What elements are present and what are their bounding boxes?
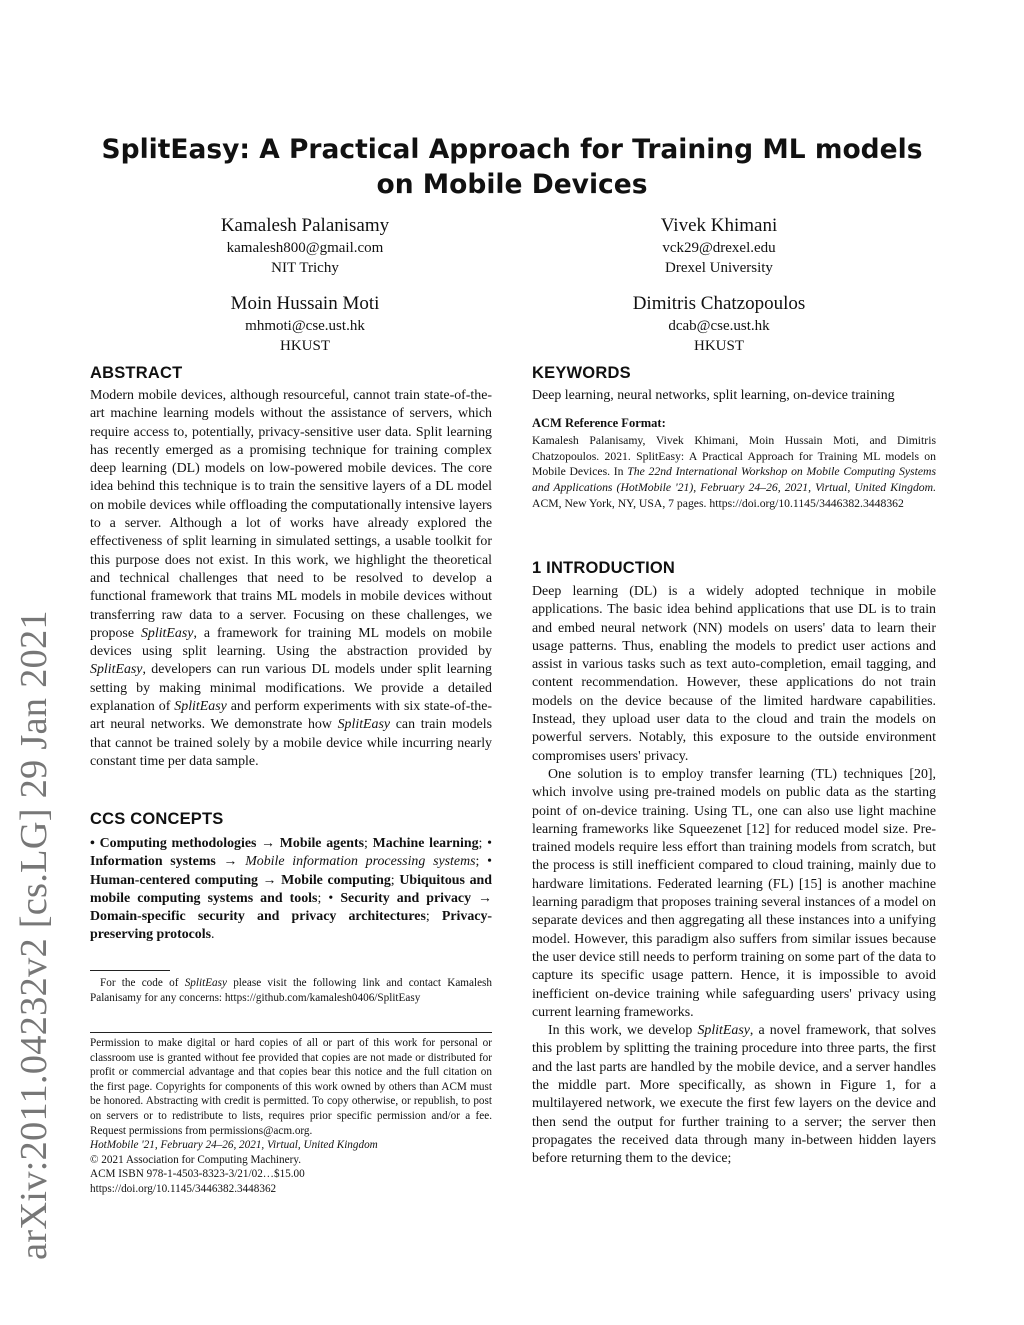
author-email: vck29@drexel.edu bbox=[662, 240, 776, 256]
isbn-line: ACM ISBN 978-1-4503-8323-3/21/02…$15.00 bbox=[90, 1168, 305, 1181]
footnote: For the code of SplitEasy please visit the following link and contact Kamalesh Palanisamy for any concerns: https://github.com/kamalesh0406/SplitEasy bbox=[90, 977, 492, 1004]
acm-reference-heading: ACM Reference Format: bbox=[532, 416, 666, 430]
intro-paragraph: One solution is to employ transfer learning (TL) techniques [20], which involve using pre-trained models on public data as the starting point of on-device training. Using TL, one can also use light machine learning frameworks like Squeezenet [12] for reduced model size. Pre-trained models require less effort than training models from scratch, but the process is still inefficient compared to cloud training, mainly due to hardware limitations. Federated learning (FL) [15] is another machine learning paradigm that proposes training several instances of a model on separate devices and then aggregating all these instances into a unifying model. However, this paradigm also suffers from similar issues because the user device still needs to perform training on some part of the data to capture its specific usage pattern. Hence, it is impossible to avoid inefficient on-device training while safeguarding users' privacy using current learning frameworks. bbox=[532, 766, 936, 1020]
intro-paragraph: In this work, we develop SplitEasy, a novel framework, that solves this problem by splitting the training procedure into three parts, the first and the last parts are handled by the mobile device, and a server handles the middle part. More specifically, as shown in Figure 1, for a multilayered network, we execute the first few layers on the device and then send the output for further training to a server; the server then propagates the received data through many in-between hidden layers before returning them to the device; bbox=[532, 1023, 936, 1167]
author-affiliation: HKUST bbox=[693, 338, 744, 354]
author-affiliation: NIT Trichy bbox=[271, 260, 339, 276]
author-block bbox=[594, 214, 844, 278]
conference-venue: HotMobile '21, February 24–26, 2021, Virtual, United Kingdom bbox=[90, 1139, 378, 1152]
author-block bbox=[594, 292, 844, 356]
author-email: kamalesh800@gmail.com bbox=[226, 240, 384, 256]
ccs-heading: CCS CONCEPTS bbox=[90, 810, 224, 828]
paper-title: SplitEasy: A Practical Approach for Training ML models on Mobile Devices bbox=[101, 134, 923, 200]
author-email: dcab@cse.ust.hk bbox=[668, 318, 770, 334]
acm-reference-text: Kamalesh Palanisamy, Vivek Khimani, Moin Hussain Moti, and Dimitris Chatzopoulos. 2021. SplitEasy: A Practical Approach for Training ML models on Mobile Devices. In The 22nd International Workshop on Mobile Computing Systems and Applications (HotMobile '21), February 24–26, 2021, Virtual, United Kingdom. ACM, New York, NY, USA, 7 pages. https://doi.org/10.1145/3446382.3448362 bbox=[532, 434, 936, 510]
introduction-text bbox=[532, 583, 936, 1169]
author-name: Dimitris Chatzopoulos bbox=[632, 293, 806, 314]
permission-block bbox=[90, 1036, 492, 1197]
author-affiliation: HKUST bbox=[279, 338, 330, 354]
author-name: Kamalesh Palanisamy bbox=[220, 215, 390, 236]
keywords-heading: KEYWORDS bbox=[532, 364, 631, 382]
author-block bbox=[180, 214, 430, 278]
permission-text: Permission to make digital or hard copies of all or part of this work for personal or classroom use is granted without fee provided that copies are not made or distributed for profit or commercial advantage and that copies bear this notice and the full citation on the first page. Copyrights for components of this work owned by others than ACM must be honored. Abstracting with credit is permitted. To copy otherwise, or republish, to post on servers or to redistribute to lists, requires prior specific permission and/or a fee. Request permissions from permissions@acm.org. bbox=[90, 1037, 492, 1137]
doi-link[interactable]: https://doi.org/10.1145/3446382.3448362 bbox=[90, 1182, 277, 1195]
author-name: Moin Hussain Moti bbox=[230, 293, 380, 314]
permission-rule bbox=[90, 1032, 492, 1033]
author-name: Vivek Khimani bbox=[660, 215, 778, 236]
intro-paragraph: Deep learning (DL) is a widely adopted technique in mobile applications. The basic idea behind applications that use DL is to train and embed neural network (NN) models on users' data to learn their usage patterns. Thus, enabling the models to predict user actions and assist in various tasks such as text auto-completion, email tagging, and content recommendation. However, these applications do not train models on the device because of the limited hardware capabilities. Instead, they upload user data to the cloud and train the models on powerful servers. Notably, this exposure to the outside environment compromises users' privacy. bbox=[532, 584, 936, 764]
copyright-line: © 2021 Association for Computing Machinery. bbox=[90, 1153, 301, 1166]
footnote-rule bbox=[90, 970, 170, 971]
abstract-heading: ABSTRACT bbox=[90, 364, 183, 382]
author-block bbox=[180, 292, 430, 356]
abstract-text: Modern mobile devices, although resourceful, cannot train state-of-the-art machine learning models without the assistance of servers, which require access to, potentially, privacy-sensitive user data. Split learning has recently emerged as a promising technique for training complex deep learning (DL) models on low-powered mobile devices. The core idea behind this technique is to train the sensitive layers of a DL model on mobile devices while offloading the computationally intensive layers to a server. Although a lot of works have already explored the effectiveness of split learning in simulated settings, a usable toolkit for this purpose does not exist. In this work, we highlight the theoretical and technical challenges that need to be resolved to develop a functional framework that trains ML models in mobile devices without transferring raw data to a server. Focusing on these challenges, we propose SplitEasy, a framework for training ML models on mobile devices using split learning. Using the abstraction provided by SplitEasy, developers can run various DL models under split learning setting by making minimal modifications. We provide a detailed explanation of SplitEasy and perform experiments with six state-of-the-art neural networks. We demonstrate how SplitEasy can train models that cannot be trained solely by a mobile device while incurring nearly constant time per data sample. bbox=[90, 388, 493, 769]
arxiv-sidebar-stamp: arXiv:2011.04232v2 [cs.LG] 29 Jan 2021 bbox=[13, 610, 55, 1260]
author-email: mhmoti@cse.ust.hk bbox=[245, 318, 365, 334]
introduction-heading: 1 INTRODUCTION bbox=[532, 559, 676, 577]
ccs-concepts: • Computing methodologies → Mobile agents; Machine learning; • Information systems → Mobile information processing systems; • Human-centered computing → Mobile computing; Ubiquitous and mobile computing systems and tools; • Security and privacy → Domain-specific security and privacy architectures; Privacy-preserving protocols. bbox=[90, 836, 493, 943]
keywords-text: Deep learning, neural networks, split learning, on-device training bbox=[532, 388, 895, 403]
author-affiliation: Drexel University bbox=[665, 260, 773, 276]
